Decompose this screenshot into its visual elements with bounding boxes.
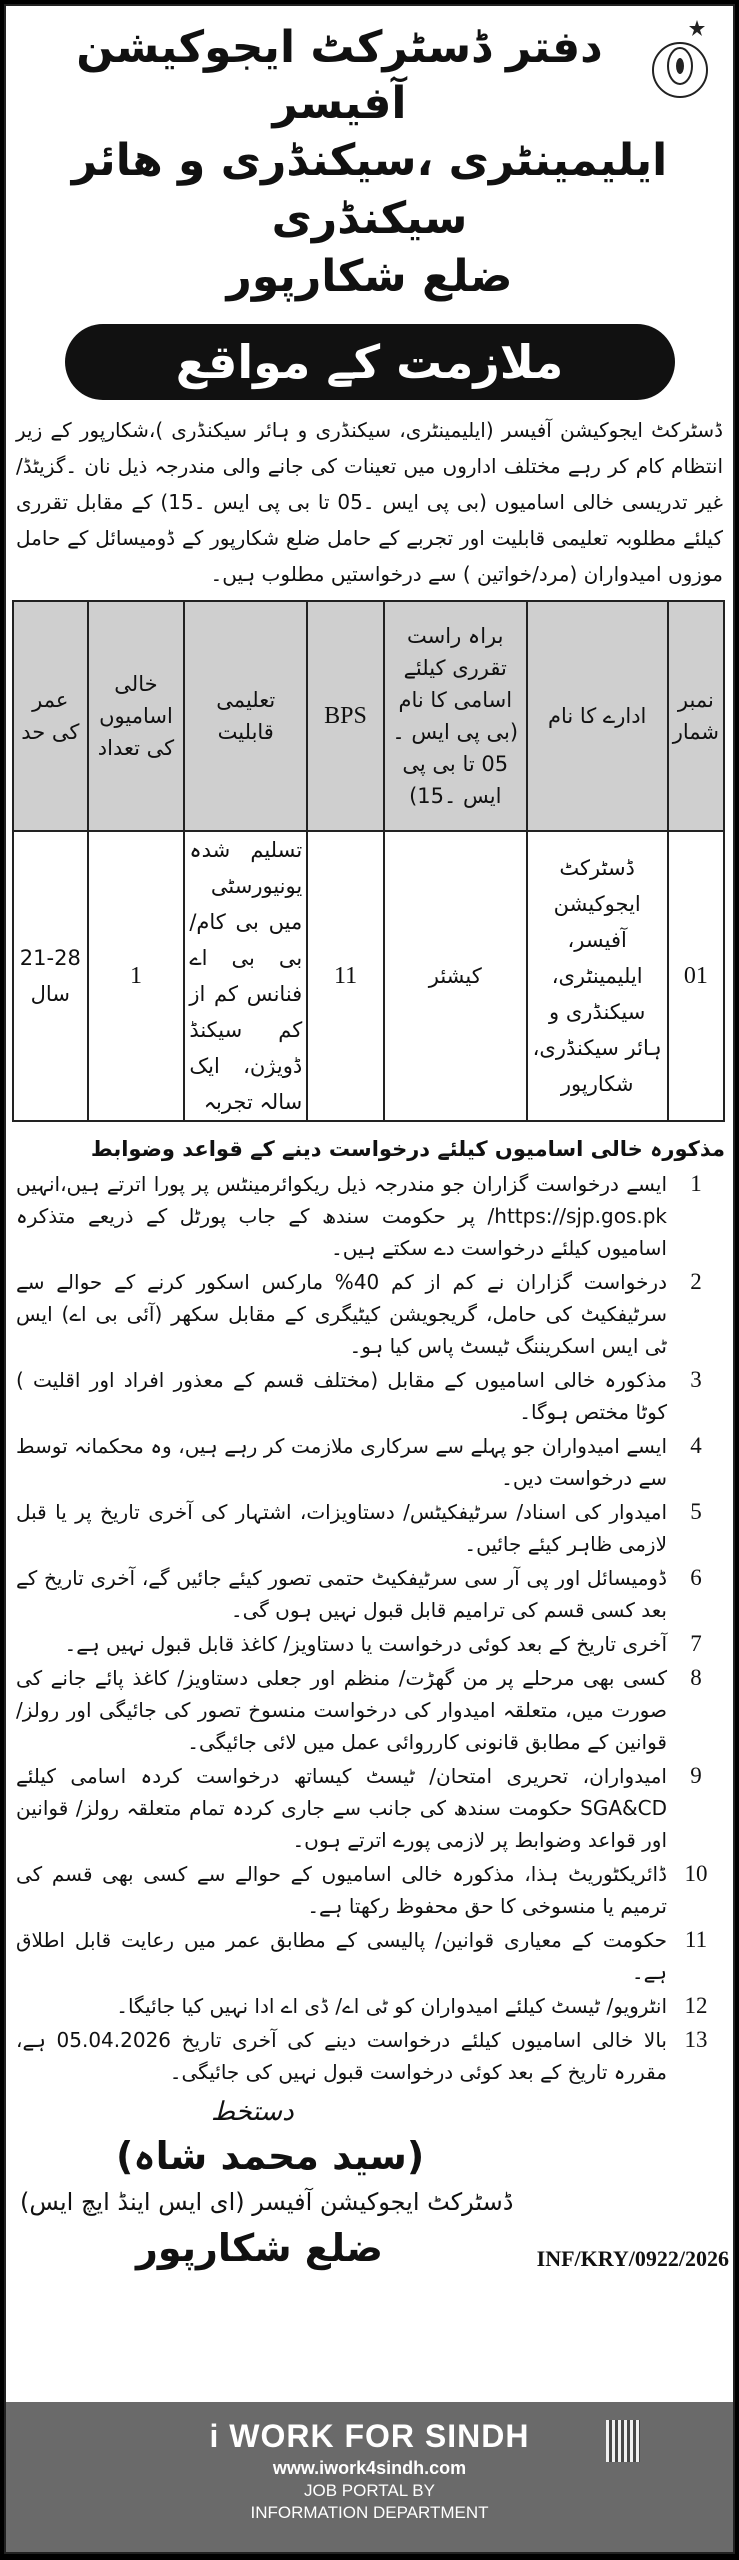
rule-text: درخواست گزاران نے کم از کم 40% مارکس اسکور کرنے کے حوالے سے سرٹیفکیٹ کی حامل، گریجویشن کیٹیگری کے مقابل سکھر (آئی بی اے) ایس ٹی ایس اسکریننگ ٹیسٹ پاس کیا ہو۔ xyxy=(16,1270,667,1358)
footer-brand: i WORK FOR SINDH xyxy=(209,2418,530,2454)
rule-item xyxy=(16,1924,725,1988)
rule-number: 10 xyxy=(684,1861,708,1886)
officer-district: ضلع شکارپور xyxy=(136,2226,383,2270)
government-seal-icon xyxy=(649,18,711,102)
col-age: عمر کی حد xyxy=(13,601,88,831)
rule-number: 3 xyxy=(690,1367,702,1392)
rule-item xyxy=(16,1168,725,1264)
rule-number: 6 xyxy=(690,1565,702,1590)
rule-number: 4 xyxy=(690,1433,702,1458)
col-institution: ادارے کا نام xyxy=(527,601,668,831)
col-serial: نمبر شمار xyxy=(668,601,724,831)
cell-bps: 11 xyxy=(307,831,384,1121)
rule-text: کسی بھی مرحلے پر من گھڑت/ منظم اور جعلی دستاویز/ کاغذ پائے جانے کی صورت میں، متعلقہ امیدوار کی درخواست منسوخ تصور کی جائیگی اور رولز/ قوانین کے مطابق قانونی کارروائی عمل میں لائی جائیگی۔ xyxy=(16,1666,667,1754)
district-title: ضلع شکارپور xyxy=(226,251,513,302)
rule-number: 9 xyxy=(690,1763,702,1788)
rule-item xyxy=(16,1562,725,1626)
rules-list xyxy=(16,1168,725,2088)
col-qualification: تعلیمی قابلیت xyxy=(184,601,307,831)
rule-item xyxy=(16,1662,725,1758)
rule-text: امیدواران، تحریری امتحان/ ٹیسٹ کیساتھ درخواست کردہ اسامی کیلئے SGA&CD حکومت سندھ کی جانب سے جاری کردہ تمام متعلقہ رولز/ قوانین اور قواعد وضوابط پر لازمی پورے اترتے ہوں۔ xyxy=(16,1764,667,1852)
job-advertisement xyxy=(4,4,735,2554)
rule-number: 7 xyxy=(690,1631,702,1656)
signature-mark: دستخط xyxy=(211,2097,294,2127)
rule-text: آخری تاریخ کے بعد کوئی درخواست یا دستاویز/ کاغذ قابل قبول نہیں ہے۔ xyxy=(64,1632,667,1656)
vacancy-table xyxy=(12,600,725,1122)
col-vacancies: خالی اسامیوں کی تعداد xyxy=(88,601,185,831)
rule-number: 11 xyxy=(684,1927,708,1952)
rule-item xyxy=(16,1858,725,1922)
rule-number: 8 xyxy=(690,1665,702,1690)
rule-number: 12 xyxy=(684,1993,708,2018)
rules-section xyxy=(6,1122,733,2090)
cell-post: کیشئر xyxy=(384,831,527,1121)
rule-text: بالا خالی اسامیوں کیلئے درخواست دینے کی آخری تاریخ 05.04.2026 ہے، مقررہ تاریخ کے بعد کوئی درخواست قبول نہیں کی جائیگی۔ xyxy=(16,2028,667,2084)
rule-text: امیدوار کی اسناد/ سرٹیفکیٹس/ دستاویزات، اشتہار کی آخری تاریخ پر یا قبل لازمی ظاہر کیئے جائیں۔ xyxy=(16,1500,667,1556)
header xyxy=(6,6,733,306)
signature-block xyxy=(6,2090,733,2280)
cell-vacancies: 1 xyxy=(88,831,185,1121)
office-subtitle: ایلیمینٹری ،سیکنڈری و ھائر سیکنڈری xyxy=(71,135,668,244)
col-post: براہ راست تقرری کیلئے اسامی کا نام (بی پی ایس ۔05 تا بی پی ایس ۔15) xyxy=(384,601,527,831)
rule-item xyxy=(16,1990,725,2022)
jobs-banner: ملازمت کے مواقع xyxy=(65,324,675,400)
footer-banner xyxy=(6,2402,733,2552)
rule-text: حکومت کے معیاری قوانین/ پالیسی کے مطابق عمر میں رعایت قابل اطلاق ہے۔ xyxy=(16,1928,667,1984)
cell-age: 21-28 سال xyxy=(13,831,88,1121)
rule-item xyxy=(16,1628,725,1660)
rule-item xyxy=(16,1496,725,1560)
footer-line1: JOB PORTAL BY xyxy=(303,2481,435,2500)
table-header-row xyxy=(13,601,724,831)
reference-number: INF/KRY/0922/2026 xyxy=(536,2246,729,2271)
cell-qualification: تسلیم شدہ یونیورسٹی میں بی کام/ بی بی اے فنانس کم از کم سیکنڈ ڈویژن، ایک سالہ تجربہ xyxy=(184,831,307,1121)
rule-item xyxy=(16,1430,725,1494)
signature-footer-row xyxy=(6,2222,733,2274)
office-title: دفتر ڈسٹرکٹ ایجوکیشن آفیسر xyxy=(76,22,603,129)
table-row xyxy=(13,831,724,1121)
cell-serial: 01 xyxy=(668,831,724,1121)
rule-text: ایسے درخواست گزاران جو مندرجہ ذیل ریکوائرمینٹس پر پورا اترتے ہیں،انہیں https://sjp.gos.pk/ پر حکومت سندھ کے جاب پورٹل کے ذریعے متذکرہ اسامیوں کیلئے درخواست دے سکتے ہیں۔ xyxy=(16,1172,667,1260)
cell-institution: ڈسٹرکٹ ایجوکیشن آفیسر، ایلیمینٹری، سیکنڈری و ہائر سیکنڈری، شکارپور xyxy=(527,831,668,1121)
intro-paragraph: ڈسٹرکٹ ایجوکیشن آفیسر (ایلیمینٹری، سیکنڈری و ہائر سیکنڈری )،شکارپور کے زیر انتظام کام کر رہے مختلف اداروں میں تعینات کی جانے والی مندرجہ ذیل نان ۔گزیٹڈ/ غیر تدریسی خالی اسامیوں (بی پی ایس ۔05 تا بی پی ایس ۔15) کے مقابل تقرری کیلئے مطلوبہ تعلیمی قابلیت اور تجربے کے حامل ضلع شکارپور کے ڈومیسائل کے حامل موزوں امیدواران (مرد/خواتین ) سے درخواستیں مطلوب ہیں۔ xyxy=(16,418,723,586)
rule-text: ایسے امیدواران جو پہلے سے سرکاری ملازمت کر رہے ہیں، وہ محکمانہ توسط سے درخواست دیں۔ xyxy=(16,1434,667,1490)
rules-heading: مذکورہ خالی اسامیوں کیلئے درخواست دینے کے قواعد وضوابط xyxy=(90,1137,725,1161)
rule-text: ڈومیسائل اور پی آر سی سرٹیفکیٹ حتمی تصور کیئے جائیں گے، آخری تاریخ کے بعد کسی قسم کی ترامیم قابل قبول نہیں ہوں گی۔ xyxy=(16,1566,667,1622)
officer-name: (سید محمد شاہ) xyxy=(116,2134,425,2178)
rule-number: 5 xyxy=(690,1499,702,1524)
rule-item xyxy=(16,1266,725,1362)
rule-item xyxy=(16,2024,725,2088)
rule-item xyxy=(16,1364,725,1428)
col-bps: BPS xyxy=(307,601,384,831)
rule-number: 2 xyxy=(690,1269,702,1294)
rule-item xyxy=(16,1760,725,1856)
footer-line2: INFORMATION DEPARTMENT xyxy=(250,2503,489,2522)
rule-text: مذکورہ خالی اسامیوں کے مقابل (مختلف قسم کے معذور افراد اور اقلیت ) کوٹا مختص ہوگا۔ xyxy=(16,1368,667,1424)
rule-text: ڈائریکٹوریٹ ہذا، مذکورہ خالی اسامیوں کے حوالے سے کسی بھی قسم کی ترمیم یا منسوخی کا حق محفوظ رکھتا ہے۔ xyxy=(16,1862,667,1918)
rule-text: انٹرویو/ ٹیسٹ کیلئے امیدواران کو ٹی اے/ ڈی اے ادا نہیں کیا جائیگا۔ xyxy=(116,1994,667,2018)
footer-url[interactable]: www.iwork4sindh.com xyxy=(272,2458,467,2478)
rule-number: 1 xyxy=(690,1171,702,1196)
officer-designation: ڈسٹرکٹ ایجوکیشن آفیسر (ای ایس اینڈ ایچ ایس) xyxy=(20,2188,514,2216)
rule-number: 13 xyxy=(684,2027,708,2052)
qr-code-icon xyxy=(606,2420,640,2462)
